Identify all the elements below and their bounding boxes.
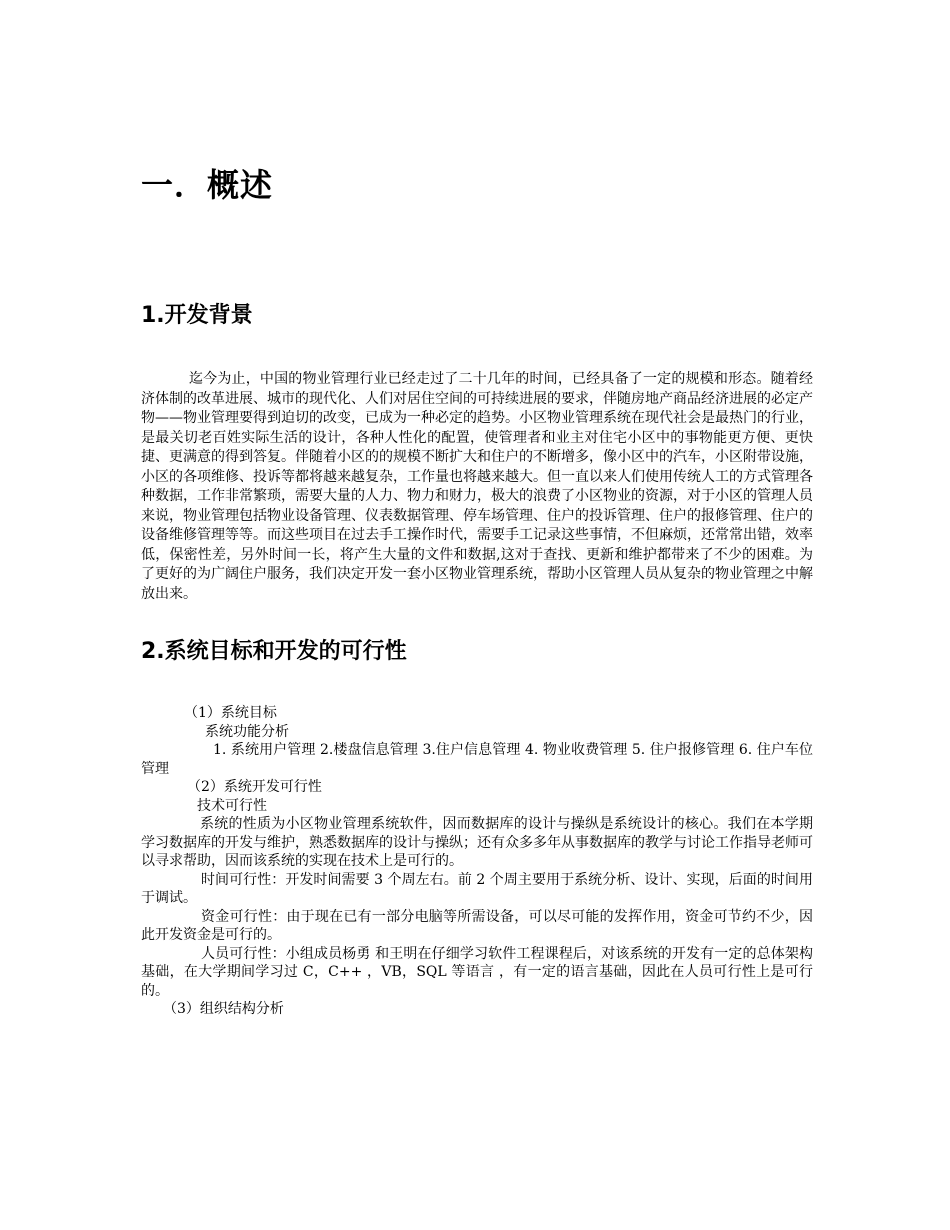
section-heading-goals-feasibility: 2.系统目标和开发的可行性 (141, 639, 407, 664)
function-list: 1. 系统用户管理 2.楼盘信息管理 3.住户信息管理 4. 物业收费管理 5. 住户报修管理 6. 住户车位管理 (141, 742, 813, 777)
goals-feasibility-block (141, 704, 813, 1019)
tech-feasibility-label: 技术可行性 (197, 797, 267, 814)
chapter-heading: 一．概述 (141, 166, 274, 204)
staff-feasibility-text: 人员可行性：小组成员杨勇 和王明在仔细学习软件工程课程后，对该系统的开发有一定的总体架构基础，在大学期间学习过 C，C++ ，VB，SQL 等语言 ，有一定的语言基础，因此在人员可行性上是可行的。 (141, 945, 813, 999)
section-heading-background: 1.开发背景 (141, 303, 253, 328)
fund-feasibility-text: 资金可行性：由于现在已有一部分电脑等所需设备，可以尽可能的发挥作用，资金可节约不少，因此开发资金是可行的。 (141, 908, 813, 943)
goal-label: （1）系统目标 (184, 705, 277, 721)
tech-feasibility-text: 系统的性质为小区物业管理系统软件，因而数据库的设计与操纵是系统设计的核心。我们在本学期学习数据库的开发与维护，熟悉数据库的设计与操纵；还有众多多年从事数据库的教学与讨论工作指导老师可以寻求帮助，因而该系统的实现在技术上是可行的。 (141, 816, 813, 869)
background-paragraph: 迄今为止，中国的物业管理行业已经走过了二十几年的时间，已经具备了一定的规模和形态。随着经济体制的改革进展、城市的现代化、人们对居住空间的可持续进展的要求，伴随房地产商品经济进展的必定产物——物业管理要得到迫切的改变，已成为一种必定的趋势。小区物业管理系统在现代社会是最热门的行业，是最关切老百姓实际生活的设计，各种人性化的配置，使管理者和业主对住宅小区中的事物能更方便、更快捷、更满意的得到答复。伴随着小区的的规模不断扩大和住户的不断增多，像小区中的汽车，小区附带设施，小区的各项维修、投诉等都将越来越复杂，工作量也将越来越大。但一直以来人们使用传统人工的方式管理各种数据，工作非常繁琐，需要大量的人力、物力和财力，极大的浪费了小区物业的资源，对于小区的管理人员来说，物业管理包括物业设备管理、仪表数据管理、停车场管理、住户的投诉管理、住户的报修管理、住户的设备维修管理等等。而这些项目在过去手工操作时代，需要手工记录这些事情，不但麻烦，还常常出错，效率低，保密性差，另外时间一长，将产生大量的文件和数据,这对于查找、更新和维护都带来了不少的困难。为了更好的为广阔住户服务，我们决定开发一套小区物业管理系统，帮助小区管理人员从复杂的物业管理之中解放出来。 (141, 371, 813, 602)
function-analysis-label: 系统功能分析 (205, 723, 289, 740)
org-structure-label: （3）组织结构分析 (163, 1001, 284, 1017)
time-feasibility-text: 时间可行性：开发时间需要 3 个周左右。前 2 个周主要用于系统分析、设计、实现，后面的时间用于调试。 (141, 871, 813, 906)
feasibility-label: （2）系统开发可行性 (187, 779, 322, 795)
